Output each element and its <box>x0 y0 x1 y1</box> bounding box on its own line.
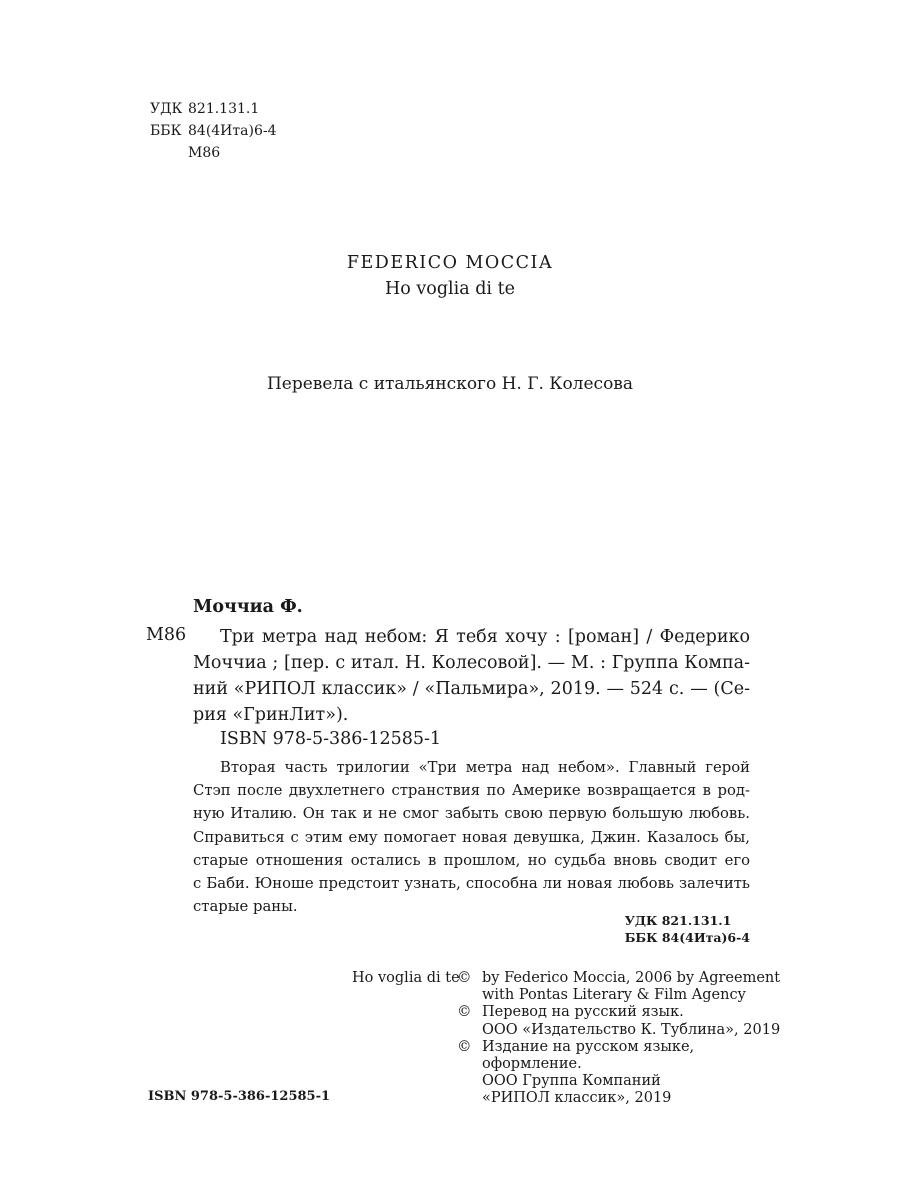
bbk-value: 84(4Ита)6-4 <box>188 123 277 139</box>
copyright-symbol: © <box>457 1004 472 1021</box>
bibliography-line: Три метра над небом: Я тебя хочу : [роман] / Федерико <box>220 627 750 647</box>
bibliography-entry <box>193 624 750 728</box>
bibliography-line: Моччиа ; [пер. с итал. Н. Колесовой]. — М. : Группа Компа- <box>193 653 750 673</box>
annotation-line: старые раны. <box>193 898 298 916</box>
annotation-line: ную Италию. Он так и не смог забыть свою первую большую любовь. <box>193 805 750 823</box>
udk-label: УДК <box>150 101 183 117</box>
bbk-label: ББК <box>150 123 182 139</box>
translator-credit: Перевела с итальянского Н. Г. Колесова <box>266 374 634 394</box>
original-author: FEDERICO MOCCIA <box>346 253 554 273</box>
copyright-entry <box>457 1004 780 1038</box>
annotation-line: с Баби. Юноше предстоит узнать, способна ли новая любовь залечить <box>193 875 750 893</box>
copyright-line: by Federico Moccia, 2006 by Agreement <box>482 970 781 986</box>
copyright-symbol: © <box>457 1038 472 1055</box>
copyright-line: ООО «Издательство К. Тублина», 2019 <box>482 1021 781 1038</box>
copyright-line: with Pontas Literary & Film Agency <box>482 987 746 1004</box>
bibliography-isbn: ISBN 978-5-386-12585-1 <box>220 729 442 749</box>
copyright-block <box>457 970 780 1108</box>
original-title: Ho voglia di te <box>385 279 515 299</box>
bibliography-heading: Моччиа Ф. <box>193 597 303 617</box>
copyright-line: оформление. <box>482 1056 582 1073</box>
annotation-line: Стэп после двухлетнего странствия по Америке возвращается в род- <box>193 782 750 800</box>
copyright-line: «РИПОЛ классик», 2019 <box>482 1090 672 1107</box>
annotation-line: старые отношения остались в прошлом, но судьба вновь сводит его <box>193 851 750 869</box>
copyright-symbol: © <box>457 970 472 986</box>
original-title-block <box>0 250 900 302</box>
classification-codes <box>150 98 277 164</box>
udk-code-right: УДК 821.131.1 <box>624 913 732 928</box>
copyright-line: Издание на русском языке, <box>482 1038 695 1055</box>
udk-value: 821.131.1 <box>188 101 260 117</box>
classification-codes-right <box>625 912 750 946</box>
bibliography-line: рия «ГринЛит»). <box>193 705 349 725</box>
bbk-row <box>150 120 277 142</box>
annotation-line: Справиться с этим ему помогает новая девушка, Джин. Казалось бы, <box>193 828 750 846</box>
isbn-bottom: ISBN 978-5-386-12585-1 <box>148 1089 331 1104</box>
bibliography-line: ний «РИПОЛ классик» / «Пальмира», 2019. — 524 с. — (Се- <box>193 679 750 699</box>
shelf-mark: М86 <box>146 625 187 645</box>
copyright-entry <box>457 970 780 1004</box>
copyright-line: ООО Группа Компаний <box>482 1073 661 1090</box>
annotation <box>193 756 750 918</box>
copyright-entry <box>457 1039 780 1108</box>
annotation-line: Вторая часть трилогии «Три метра над небом». Главный герой <box>220 759 750 776</box>
copyright-original-title: Ho voglia di te <box>352 970 460 986</box>
author-mark: М86 <box>188 145 221 161</box>
copyright-line: Перевод на русский язык. <box>482 1004 684 1021</box>
bbk-code-right: ББК 84(4Ита)6-4 <box>624 930 750 945</box>
udk-row <box>150 98 277 120</box>
